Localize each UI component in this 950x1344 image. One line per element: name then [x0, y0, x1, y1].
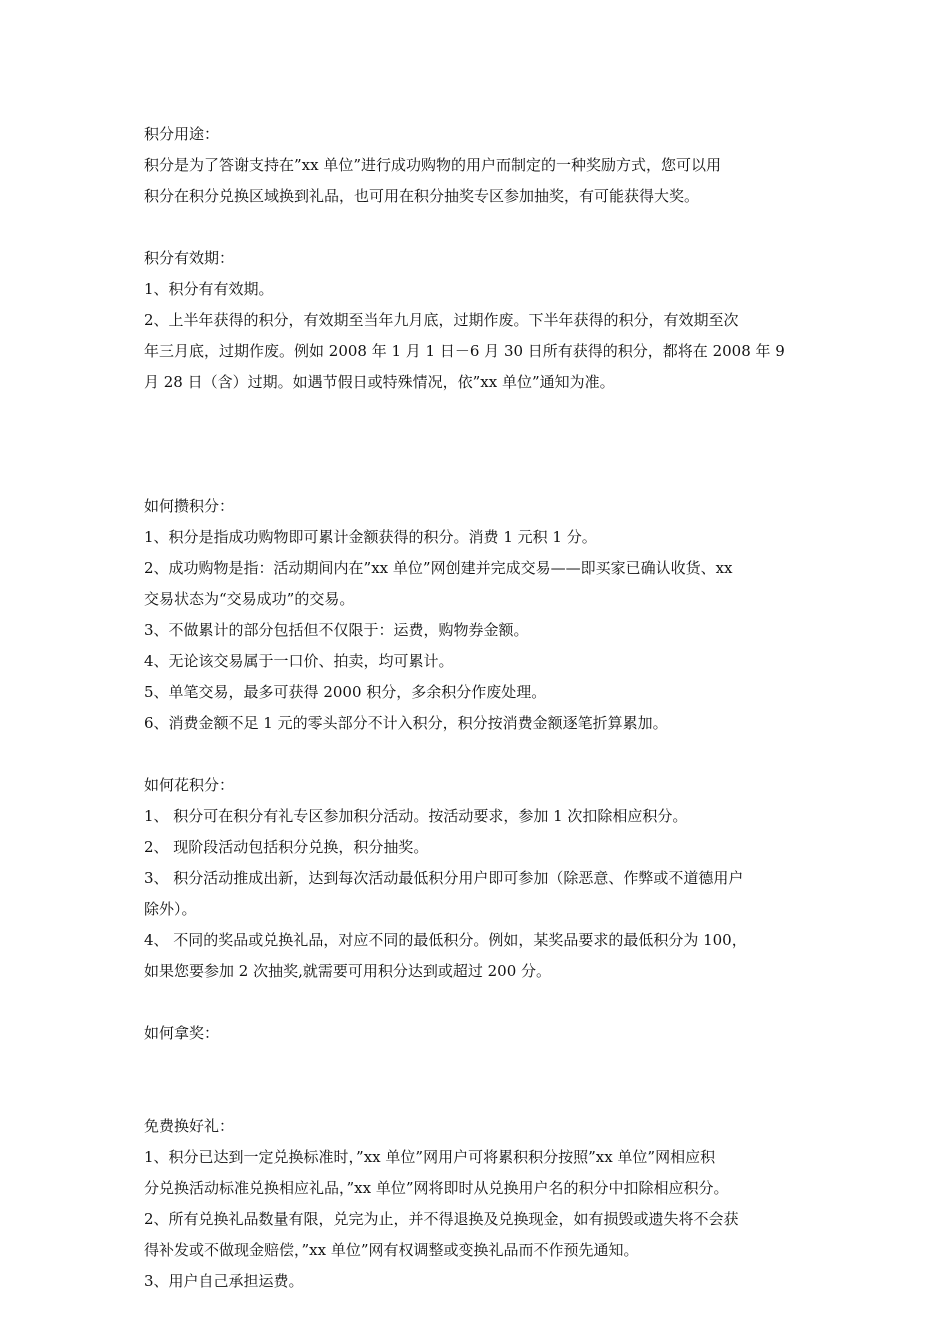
heading-free-gift: 免费换好礼：: [144, 1117, 235, 1135]
blank-line: [144, 212, 814, 243]
list-item: 1、积分是指成功购物即可累计金额获得的积分。消费 1 元积 1 分。: [144, 528, 597, 546]
list-item: 6、消费金额不足 1 元的零头部分不计入积分，积分按消费金额逐笔折算累加。: [144, 714, 668, 732]
heading-points-validity: 积分有效期：: [144, 249, 235, 267]
blank-line: [144, 429, 814, 460]
blank-line: [144, 987, 814, 1018]
list-item: 4、无论该交易属于一口价、拍卖，均可累计。: [144, 652, 454, 670]
list-item: 2、所有兑换礼品数量有限，兑完为止，并不得退换及兑换现金，如有损毁或遗失将不会获: [144, 1210, 739, 1228]
paragraph-line: 分兑换活动标准兑换相应礼品，”xx 单位”网将即时从兑换用户名的积分中扣除相应积分。: [144, 1179, 729, 1197]
list-item: 3、不做累计的部分包括但不仅限于：运费，购物券金额。: [144, 621, 529, 639]
paragraph-line: 月 28 日（含）过期。如遇节假日或特殊情况，依”xx 单位”通知为准。: [144, 373, 615, 391]
list-item: 2、上半年获得的积分，有效期至当年九月底，过期作废。下半年获得的积分，有效期至次: [144, 311, 739, 329]
heading-points-usage: 积分用途：: [144, 125, 220, 143]
document-page: [144, 119, 814, 1297]
paragraph-line: 除外）。: [144, 900, 197, 918]
heading-win-prize: 如何拿奖：: [144, 1024, 220, 1042]
list-item: 1、积分有有效期。: [144, 280, 274, 298]
blank-line: [144, 739, 814, 770]
list-item: 2、 现阶段活动包括积分兑换，积分抽奖。: [144, 838, 429, 856]
blank-line: [144, 1049, 814, 1080]
paragraph-line: 得补发或不做现金赔偿，”xx 单位”网有权调整或变换礼品而不作预先通知。: [144, 1241, 639, 1259]
paragraph-line: 年三月底，过期作废。例如 2008 年 1 月 1 日－6 月 30 日所有获得的积分，都将在 2008 年 9: [144, 342, 785, 360]
paragraph-line: 积分在积分兑换区域换到礼品，也可用在积分抽奖专区参加抽奖，有可能获得大奖。: [144, 187, 700, 205]
heading-earn-points: 如何攒积分：: [144, 497, 235, 515]
paragraph-line: 交易状态为“交易成功”的交易。: [144, 590, 355, 608]
list-item: 1、积分已达到一定兑换标准时，”xx 单位”网用户可将累积积分按照”xx 单位”网相应积: [144, 1148, 716, 1166]
blank-line: [144, 398, 814, 429]
blank-line: [144, 460, 814, 491]
paragraph-line: 如果您要参加 2 次抽奖,就需要可用积分达到或超过 200 分。: [144, 962, 552, 980]
list-item: 4、 不同的奖品或兑换礼品，对应不同的最低积分。例如，某奖品要求的最低积分为 100，: [144, 931, 747, 949]
blank-line: [144, 1080, 814, 1111]
paragraph-line: 积分是为了答谢支持在”xx 单位”进行成功购物的用户而制定的一种奖励方式，您可以用: [144, 156, 722, 174]
list-item: 5、单笔交易，最多可获得 2000 积分，多余积分作废处理。: [144, 683, 547, 701]
list-item: 3、 积分活动推成出新，达到每次活动最低积分用户即可参加（除恶意、作弊或不道德用户: [144, 869, 744, 887]
list-item: 1、 积分可在积分有礼专区参加积分活动。按活动要求，参加 1 次扣除相应积分。: [144, 807, 688, 825]
heading-spend-points: 如何花积分：: [144, 776, 235, 794]
list-item: 2、成功购物是指：活动期间内在”xx 单位”网创建并完成交易——即买家已确认收货、xx: [144, 559, 733, 577]
list-item: 3、用户自己承担运费。: [144, 1272, 304, 1290]
